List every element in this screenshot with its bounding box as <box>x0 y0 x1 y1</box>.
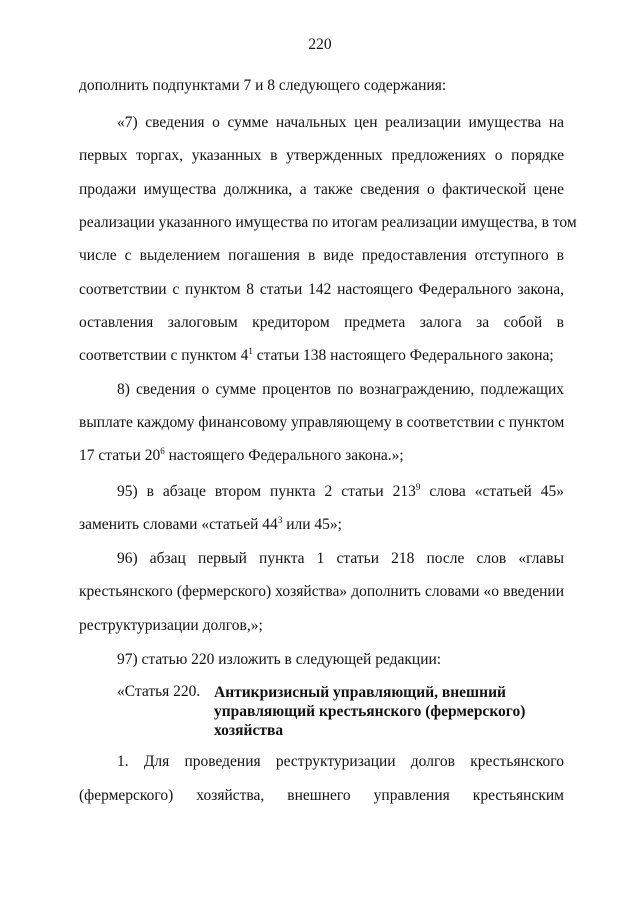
text-line: 1. Для проведения реструктуризации долгов крестьянского <box>117 753 564 770</box>
text-line: крестьянского (фермерского) хозяйства» дополнить словами «о введении <box>79 583 564 600</box>
text-segment: заменить словами «статьей 44 <box>79 516 278 533</box>
text-line: дополнить подпунктами 7 и 8 следующего содержания: <box>79 77 447 94</box>
text-line: первых торгах, указанных в утвержденных предложениях о порядке <box>79 147 564 164</box>
article-label: «Статья 220. <box>117 683 201 700</box>
superscript: 1 <box>248 346 253 356</box>
text-line: 96) абзац первый пункта 1 статьи 218 после слов «главы <box>117 550 564 567</box>
superscript: 3 <box>277 515 283 525</box>
text-line: продажи имущества должника, а также сведения о фактической цене <box>79 181 564 198</box>
text-line: реструктуризации долгов,»; <box>79 617 263 634</box>
text-line <box>117 482 564 502</box>
text-line: 97) статью 220 изложить в следующей редакции: <box>117 651 442 668</box>
superscript: 6 <box>160 446 165 456</box>
text-segment: 17 статьи 20 <box>79 447 161 464</box>
text-line: 8) сведения о сумме процентов по вознаграждению, подлежащих <box>117 381 564 398</box>
text-line: соответствии с пунктом 8 статьи 142 настоящего Федерального закона, <box>79 281 564 298</box>
text-line: «7) сведения о сумме начальных цен реализации имущества на <box>117 114 564 131</box>
page-number: 220 <box>308 36 332 53</box>
text-segment: слова «статьей 45» <box>420 483 564 500</box>
text-line: реализации указанного имущества по итогам реализации имущества, в том <box>79 214 577 231</box>
text-segment: настоящего Федерального закона.»; <box>164 447 404 464</box>
article-title: Антикризисный управляющий, внешний управляющий крестьянского (фермерского) хозяйства <box>214 684 526 739</box>
text-segment: 95) в абзаце втором пункта 2 статьи 213 <box>117 483 416 500</box>
text-line <box>79 446 404 466</box>
text-segment: статьи 138 настоящего Федерального закона; <box>252 347 554 364</box>
text-segment: соответствии с пунктом 4 <box>79 347 249 364</box>
text-line: выплате каждому финансовому управляющему в соответствии с пунктом <box>79 414 565 431</box>
text-line: оставления залоговым кредитором предмета залога за собой в <box>79 314 564 331</box>
text-line <box>79 515 342 535</box>
superscript: 9 <box>415 482 421 492</box>
text-line: (фермерского) хозяйства, внешнего управления крестьянским <box>79 787 564 804</box>
text-line: числе с выделением погашения в виде предоставления отступного в <box>79 247 564 264</box>
text-line <box>79 346 554 366</box>
text-segment: или 45»; <box>282 516 342 533</box>
